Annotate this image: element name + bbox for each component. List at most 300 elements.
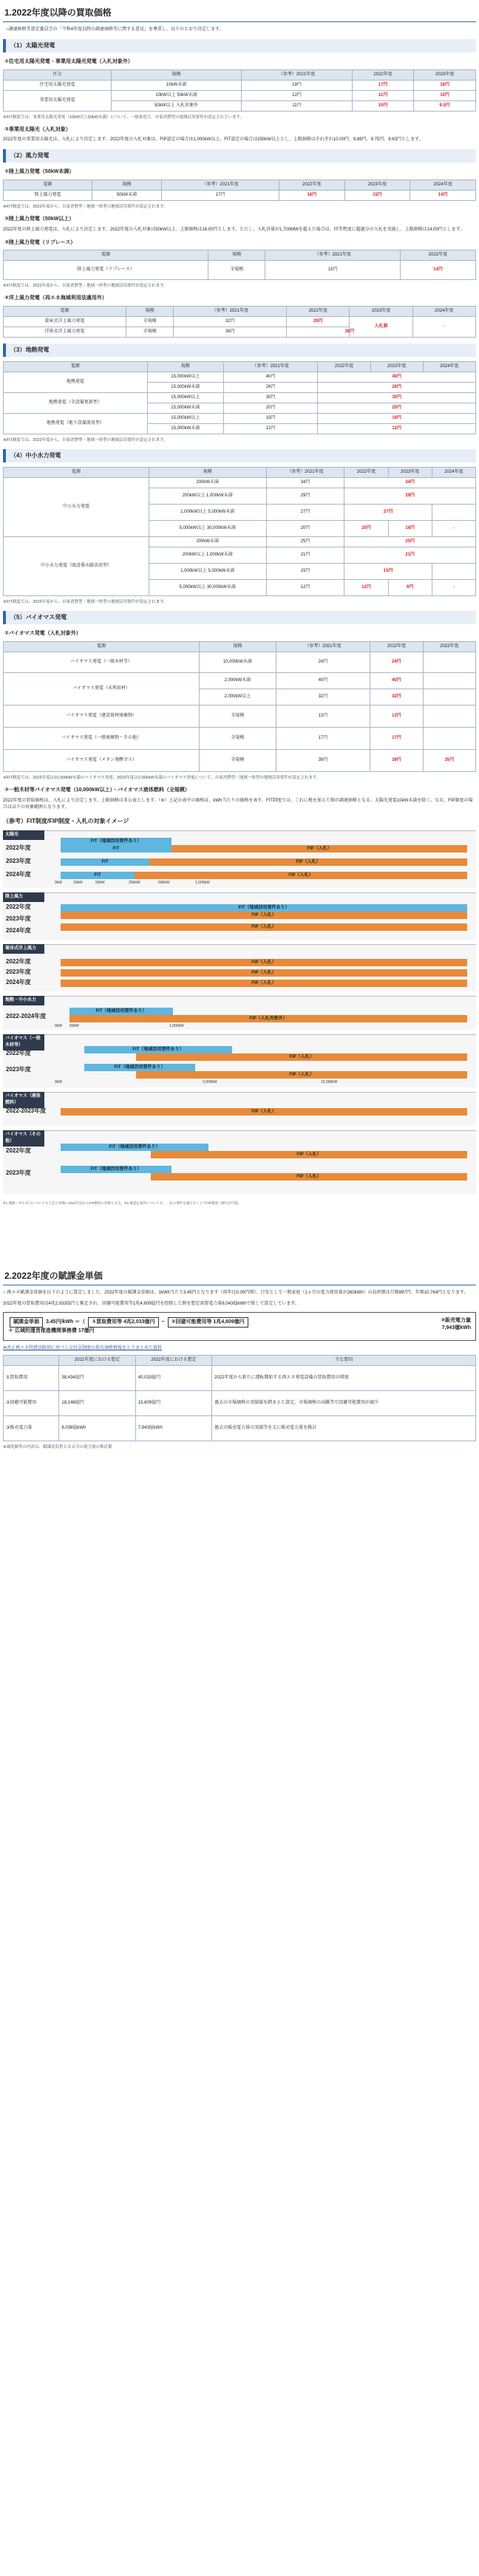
axis-tick: 500kW [158,880,170,885]
col-header: 2022年度 [370,641,423,652]
col-header: 2023年度 [344,180,410,190]
cell: 全規模 [208,261,265,280]
col-header: 規模 [111,69,241,80]
fit-bar: FIT（地域活用要件あり） [61,838,171,845]
fit-bar: FIT（地域活用要件あり） [69,1008,173,1015]
cell: 34円 [266,478,344,488]
hydro-table [3,467,476,596]
axis-tick: 0kW [55,1023,62,1028]
table-row [4,327,476,337]
figure-group-label: 地熱・中小水力 [3,996,44,1005]
cell: 15,000kW以上 [147,413,223,423]
axis-tick: 50kW [95,880,105,885]
cell: 27円 [344,505,432,521]
cell: 50kW未満 [92,190,161,200]
col-header: 区分 [4,69,112,80]
cell: 20円 [344,521,388,537]
cell: - [412,316,475,337]
fit-fip-figure [3,830,476,1263]
cell: 18,148億円 [59,1390,135,1415]
fip-bar: FIP（入札） [149,858,467,866]
col-header: 2024年度 [410,180,476,190]
table-row [4,90,476,100]
figure-year-label: 2022年度 [6,1049,31,1056]
cell: 1,000kW以上 5,000kW未満 [149,505,266,521]
cell: 15,000kW以上 [147,392,223,403]
cell: 17円 [276,727,370,749]
cell: 全規模 [200,749,276,771]
formula-minus: − [161,1319,165,1325]
cell: 30円 [223,392,317,403]
figure-year-label: 2022年度 [6,1147,31,1154]
cell: - [432,521,475,537]
figure-year-label: 2024年度 [6,978,31,985]
wind-head4: ④洋上風力発電（再エネ海域利用法適用外） [4,295,107,301]
cell: 20円 [266,521,344,537]
cell: 17円 [352,80,414,90]
cell [423,727,475,749]
cell: 12円 [242,90,353,100]
cell: 15円 [266,564,344,580]
cell: 40円 [318,372,476,382]
cell: バイオマス発電（一般木材等） [4,652,200,672]
col-header: 電源 [4,361,148,372]
cell [423,689,475,705]
cell: バイオマス発電（一般廃棄物・その他） [4,727,200,749]
cell: 15,000kW以上 [147,372,223,382]
cell: 2022年度から新たに運転開始する再エネ発電設備の買取費用の増加 [212,1365,476,1390]
solar-table [3,69,476,112]
cell: 住宅用太陽光発電 [4,80,112,90]
fit-bar: FIT（地域活用要件あり） [84,1064,195,1071]
fip-bar: FIP（入札） [61,1108,467,1116]
levy-formula [3,1312,476,1341]
cell: 7,943億kWh [135,1415,211,1441]
bio-head2: ②一般木材等バイオマス発電（10,000kW以上）・バイオマス液体燃料（全規模） [4,788,190,793]
cell: 32円 [174,316,287,327]
axis-tick: 250kW [129,880,140,885]
figure-year-label: 2024年度 [6,926,31,934]
cell: 20円 [318,403,476,413]
cell: 35円 [423,749,475,771]
cell: ②回避可能費用 [4,1390,59,1415]
table-row [4,749,476,771]
figure-year-label: 2023年度 [6,857,31,864]
figure-group-label: 陸上風力 [3,892,44,902]
axis-tick: 0kW [55,1079,62,1084]
cell: 浮体式洋上風力発電 [4,327,126,337]
axis-tick: 1,000kW [169,1023,184,1028]
fip-bar: FIP（入札） [136,1071,467,1079]
section2-title: 2.2022年度の賦課金単価 [3,1268,476,1285]
col-header: 2021年度における想定 [59,1355,135,1365]
levy-table [3,1355,476,1441]
offshore-table [3,306,476,338]
section2-para: ○ 再エネ賦課金単価を以下のように算定しました。2022年度の賦課金単価は、1kWh当たり3.45円となります（前年比0.09円増）。目安として一般家庭（1ヵ月の電力使用量が260kWh）の負担額は月額897円、年額10,764円となります。 [3,1290,469,1295]
solar-note: ※FIT制度では、事業用太陽光発電（10kW以上50kW未満）について、一般家庭で、自家消費型の地域活用要件が設定されています。 [3,115,245,120]
col-header: 2022年度 [318,361,370,372]
cell: 9円 [388,580,432,596]
formula-label: 賦課金単価 [10,1317,43,1328]
cell: 40円 [370,672,423,689]
cell: 中小水力発電（既設導水路活用型） [4,537,149,596]
cell: 全規模 [200,727,276,749]
col-header: 2022年度 [400,250,475,261]
fit-bar: FIT [61,858,149,866]
col-header: 電源 [4,250,208,261]
cell: 中小水力発電 [4,478,149,537]
cell: バイオマス発電（未利用材） [4,672,200,705]
col-header: 電源 [4,180,92,190]
col-header: 2023年度 [350,306,412,316]
table-row [4,372,476,382]
cell: 15,000kW未満 [147,382,223,392]
wind-note1: ※FIT制度では、2023年度から、自家消費型・地域一体型の地域活用要件が設定されます。 [3,204,168,209]
cell: 16円 [279,190,344,200]
cell: - [432,580,475,596]
figure-year-label: 2022-2024年度 [6,1012,47,1019]
cell: 着床式洋上風力発電 [4,316,126,327]
fit-bar: FIT [61,872,135,879]
cell: 19円 [223,413,317,423]
cell: 11円 [242,100,353,111]
cell: 50kW以上 入札対象外 [111,100,241,111]
col-header: 主な要因 [212,1355,476,1365]
cell: 入札制 [350,316,412,337]
axis-tick: 1,000kW [195,880,210,885]
col-header [4,1355,59,1365]
col-header: 規模 [149,468,266,478]
fip-bar: FIP（入札） [151,1151,467,1158]
figure-year-label: 2023年度 [6,1169,31,1176]
table-row [4,537,476,547]
table-row [4,1365,476,1390]
geo-table [3,361,476,434]
figure-year-label: 2023年度 [6,915,31,922]
col-header: 規模 [126,306,174,316]
fip-bar: FIP（入札） [61,969,467,977]
figure-year-label: 2022年度 [6,957,31,965]
figure-footnote: ※1 地熱・中小水力についても上記と同様に2022年度からFIP制度の対象となる。※2 既認定案件についても、一定の要件を満たすことでFIP制度へ移行が可能。 [3,1200,242,1205]
cell: 15,609億円 [135,1390,211,1415]
cell: 29円 [344,488,476,505]
cell: 40円 [276,672,370,689]
cell: 全規模 [126,327,174,337]
fip-bar: FIP（入札） [151,1173,467,1181]
col-header: 2023年度 [414,69,476,80]
figure-year-label: 2022年度 [6,903,31,910]
cell: バイオマス発電（メタン発酵ガス） [4,749,200,771]
axis-tick: 0kW [55,880,62,885]
hydro-title: （4）中小水力発電 [3,449,476,462]
cell: 17円 [162,190,279,200]
cell: 13円 [370,705,423,727]
cell: 15,000kW未満 [147,403,223,413]
cell: 過去の市場価格の実績値を踏まえた算定。市場価格の高騰等で回避可能費用が減少 [212,1390,476,1415]
solar-para: 2022年度の事業用太陽光は、入札により決定します。2022年度の入札対象は、FIP認定の場合は1,000kW以上、FIT認定の場合は250kW以上とし、上限価格はそれぞれ10.00円、9.88円、9.75円、9.63円とします。 [3,137,424,143]
figure-year-label: 2022年度 [6,844,31,851]
cell: 10円 [414,90,476,100]
cell: ①買取費用 [4,1365,59,1390]
cell: 25円 [344,537,476,547]
cell: 事業用太陽光発電 [4,90,112,111]
col-header: （参考）2021年度 [265,250,401,261]
fip-bar: FIP（入札） [61,912,467,919]
formula-term3-value: 7,943億kWh [441,1325,471,1330]
cell: 12円 [266,580,344,596]
figure-group-label: 太陽光 [3,830,44,840]
cell: 32円 [276,689,370,705]
wind-para2: 2022年度の陸上風力発電は、入札により決定します。2022年度の入札対象は50kW以上、上限価格は16.00円とします。ただし、入札容量が1,700MWを超えた場合は、同等程度に超過分の入札を実施し、上限価格は14.00円とします。 [3,227,465,232]
cell: 10kW未満 [111,80,241,90]
axis-tick: 10kW [73,880,83,885]
cell: 地熱発電 [4,372,148,392]
axis-tick: 50kW [69,1023,79,1028]
cell: 12円 [344,580,388,596]
fip-bar: FIP（入札） [135,872,467,879]
cell: 地熱発電（全設備更新型） [4,392,148,413]
formula-eq: ＝（ [75,1319,86,1325]
fit-bar: FIT（地域活用要件あり） [61,904,467,912]
cell: 39円 [276,749,370,771]
cell: 200kW未満 [149,478,266,488]
cell: 24円 [370,652,423,672]
cell [432,505,475,521]
table-row [4,478,476,488]
cell: 200kW以上 1,000kW未満 [149,547,266,564]
table-row [4,1390,476,1415]
cell: 過去の販売電力量の実績等を元に販売電力量を推計 [212,1415,476,1441]
figure-year-label: 2023年度 [6,968,31,975]
fip-bar: FIP（入札） [136,1053,467,1061]
cell: 10円 [352,100,414,111]
col-header: 規模 [147,361,223,372]
figure-group-label: 着床式洋上風力 [3,944,44,954]
cell: 9.5円 [414,100,476,111]
cell: 19円 [318,413,476,423]
cell: 24円 [276,652,370,672]
solar-title: （1）太陽光発電 [3,39,476,52]
cell: 15円 [344,190,410,200]
formula-term-extra: ＋ 広域的運営推進機関事務費 17億円 [8,1328,95,1333]
table-row [4,392,476,403]
cell: 32円 [370,689,423,705]
axis-tick: 10,000kW [321,1079,338,1084]
col-header: （参考）2021年度 [266,468,344,478]
col-header: 2022年度 [344,468,388,478]
cell [423,705,475,727]
cell: 36円 [174,327,287,337]
col-header: 2024年度 [432,468,475,478]
col-header: （参考）2021年度 [162,180,279,190]
cell: 200kW以上 1,000kW未満 [149,488,266,505]
fit-bar: FIT [61,845,171,853]
table-row [4,1415,476,1441]
cell [423,652,475,672]
cell: 2,000kW以上 [200,689,276,705]
col-header: 2022年度 [287,306,350,316]
figure-year-label: 2022-2023年度 [6,1107,47,1114]
cell: 16円 [414,80,476,90]
table-row [4,261,476,280]
formula-term3: ③販売電力量 [441,1317,471,1323]
col-header: 2023年度 [423,641,475,652]
fip-bar: FIP（入札） [61,980,467,987]
cell: 15,000kW未満 [147,423,223,434]
col-header: 2024年度 [423,361,475,372]
formula-term2: ②回避可能費用等 1兆4,609億円 [168,1317,248,1328]
levy-footnote: ※減免額等の内訳は、賦課金負担となる分の電力量の推計値 [3,1444,112,1449]
col-header: 2023年度 [388,468,432,478]
cell: 全規模 [126,316,174,327]
section1-lead: ○調達価格等算定委員会の「令和4年度以降の調達価格等に関する意見」を尊重し、以下のとおり決定します。 [6,27,224,32]
solar-head1: ①住宅用太陽光発電・事業用太陽光発電（入札対象外） [4,59,133,64]
cell: 38,434億円 [59,1365,135,1390]
cell: 17円 [370,727,423,749]
cell: 29円 [266,488,344,505]
fit-bar: FIT（地域活用要件あり） [84,1046,232,1053]
cell: 陸上風力発電（リプレース） [4,261,208,280]
hydro-note: ※FIT制度では、2022年度から、自家消費型・地域一体型の地域活用要件が設定されます。 [3,600,168,604]
cell: 34円 [344,478,476,488]
cell: 40円 [223,372,317,382]
reference-link[interactable]: ※改正再エネ特措法附則に基づく交付金制度の保有価格情報をとりまとめた資料 [3,1345,163,1350]
cell: 11円 [352,90,414,100]
col-header: 2022年度 [279,180,344,190]
cell: 19円 [242,80,353,90]
col-header: 電源 [4,641,200,652]
fip-bar: FIP（入札） [61,923,467,931]
col-header: 電源 [4,468,149,478]
col-header: 規模 [208,250,265,261]
cell: 12円 [318,423,476,434]
cell: ③販売電力量 [4,1415,59,1441]
table-row [4,316,476,327]
wind-title: （2）風力発電 [3,149,476,163]
col-header: 2022年度 [352,69,414,80]
solar-head2: ②事業用太陽光（入札対象） [4,126,71,132]
section2-para2: 2022年度の買取費用は4兆2,033億円と推定され、回避可能費用等1兆4,609億円を控除した額を想定需要電力量8,043億kWhで除して算定しています。 [3,1301,299,1306]
cell: 20円 [223,403,317,413]
cell: 陸上風力発電 [4,190,92,200]
cell [423,672,475,689]
table-row [4,652,476,672]
cell: 1,000kW以上 5,000kW未満 [149,564,266,580]
wind-table [3,180,476,201]
table-row [4,190,476,200]
wind-replace-table [3,250,476,280]
cell: 10kW以上 50kW未満 [111,90,241,100]
cell: 全規模 [200,705,276,727]
cell: 12円 [223,423,317,434]
cell: 2,000kW未満 [200,672,276,689]
cell: 8,036億kWh [59,1415,135,1441]
col-header: 2022年度における想定 [135,1355,211,1365]
col-header: 2023年度 [370,361,423,372]
figure-group-label: バイオマス（その他） [3,1130,44,1147]
cell: 5,000kW以上 30,000kW未満 [149,521,266,537]
bio-table [3,641,476,772]
cell: 26円 [318,382,476,392]
cell: 16円 [388,521,432,537]
section1-title: 1.2022年度以降の買取価格 [3,4,476,22]
col-header: 規模 [92,180,161,190]
cell: 27円 [266,505,344,521]
wind-head1: ①陸上風力発電（50kW未満） [4,169,75,175]
cell: 地熱発電（地下設備流用型） [4,413,148,434]
col-header: 規模 [200,641,276,652]
cell: 25円 [266,537,344,547]
table-row [4,672,476,689]
figure-title: （参考）FIT制度/FIP制度・入札の対象イメージ [3,817,129,824]
figure-group-label: バイオマス（一般木材等） [3,1034,44,1050]
col-header: （参考）2021年度 [223,361,317,372]
bio-title: （5）バイオマス発電 [3,611,476,624]
fit-bar: FIT（地域活用要件あり） [61,1166,171,1173]
fip-bar: FIP（入札） [61,959,467,966]
cell: 21円 [266,547,344,564]
geo-note: ※FIT制度では、2022年度から、自家消費型・地域一体型の地域活用要件が設定されます。 [3,437,168,443]
cell: 29円 [287,316,350,327]
cell: 30円 [318,392,476,403]
cell: 40,033億円 [135,1365,211,1390]
cell: 39円 [370,749,423,771]
formula-term1: ①買取費用等 4兆2,033億円 [88,1317,158,1328]
figure-year-label: 2024年度 [6,870,31,878]
cell: 26円 [223,382,317,392]
cell: 15円 [344,564,432,580]
cell: 21円 [344,547,476,564]
cell: 14円 [410,190,476,200]
cell: 10,000kW未満 [200,652,276,672]
col-header: （参考）2021年度 [276,641,370,652]
cell: 36円 [287,327,413,337]
wind-note3: ※FIT制度では、2022年度から、自家消費型・地域一体型の地域活用要件が設定されます。 [3,284,168,288]
figure-group-biomass-other [3,1130,476,1194]
cell: 13円 [276,705,370,727]
fit-bar: FIT（地域活用要件あり） [61,1144,208,1151]
table-row [4,413,476,423]
cell [432,564,475,580]
col-header: 2024年度 [412,306,475,316]
bio-para: 2022年度の買取価格は、入札により決定します。上限価格は非公表とします。（※）上記の表中の価格は、kWh当たりの価格を表す。FIT制度では、これに税を加えた額が調達価格となる。太陽光発電10kW未満を除く。なお、FIP制度の場合は以下の対象範囲となります。 [3,798,473,810]
figure-year-label: 2023年度 [6,1065,31,1073]
table-row [4,727,476,749]
formula-value: 3.45円/kWh [45,1319,74,1325]
axis-tick: 2,000kW [203,1079,217,1084]
figure-group-label: バイオマス（液体燃料） [3,1092,44,1108]
figure-group-biomass-general [3,1034,476,1087]
col-header: 電源 [4,306,126,316]
cell: 200kW未満 [149,537,266,547]
wind-head2: ②陸上風力発電（50kW以上） [4,216,75,222]
formula-denominator [441,1317,471,1333]
cell: 15円 [265,261,401,280]
cell: バイオマス発電（建設資材廃棄物） [4,705,200,727]
table-row [4,705,476,727]
wind-head3: ③陸上風力発電（リプレース） [4,239,76,245]
cell: 5,000kW以上 30,000kW未満 [149,580,266,596]
geo-title: （3）地熱発電 [3,344,476,357]
col-header: （参考）2021年度 [242,69,353,80]
col-header: （参考）2021年度 [174,306,287,316]
bio-head1: ①バイオマス発電（入札対象外） [4,631,81,637]
fip-bar: FIP（入札） [171,845,467,853]
bio-note: ※FIT制度では、2022年度は10,000kW未満のバイオマス発電、2023年度は2,000kW未満のバイオマス発電について、自家消費型・地域一体型の地域活用要件が設定されます。 [3,775,321,780]
fip-bar: FIP（入札対象外） [69,1015,467,1022]
cell: 14円 [400,261,475,280]
table-row [4,80,476,90]
